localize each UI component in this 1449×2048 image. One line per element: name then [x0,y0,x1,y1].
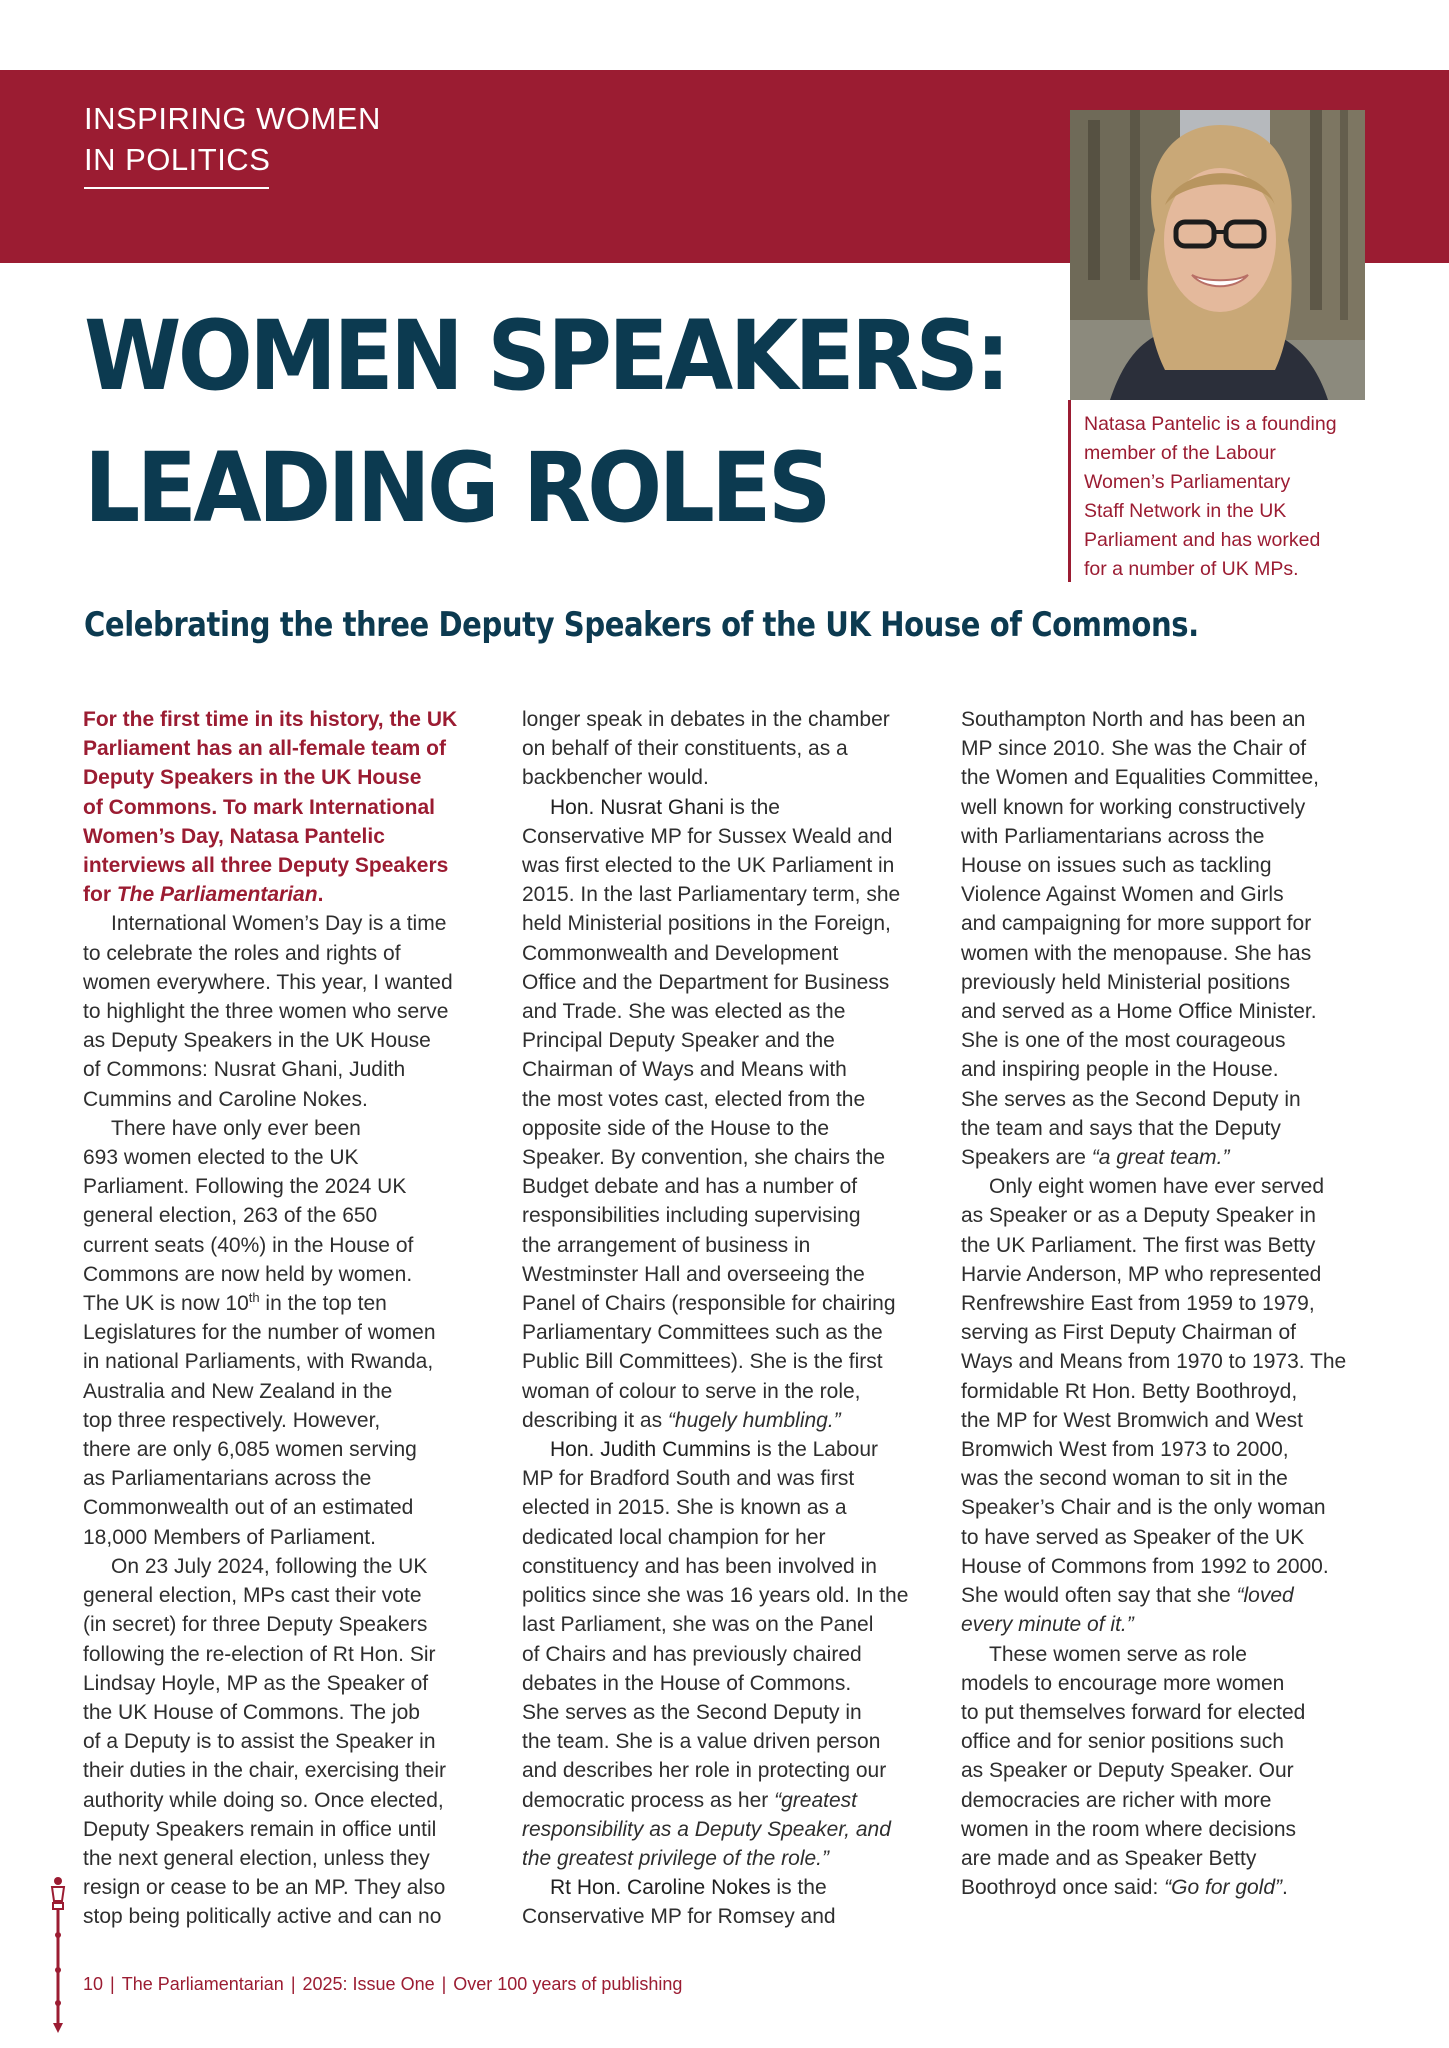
text-line: (in secret) for three Deputy Speakers [83,1613,428,1637]
text-line: of Commons. To mark International [83,795,435,819]
kicker-line-1: INSPIRING WOMEN [84,101,381,136]
footer-separator: | [110,1974,115,1994]
text-line: stop being politically active and can no [83,1905,442,1929]
text-line: 693 women elected to the UK [83,1146,359,1170]
text-line: Parliament has an all-female team of [83,737,446,761]
text-line: Conservative MP for Romsey and [522,1905,836,1929]
text-line [961,1581,1371,1610]
headline-line-1: WOMEN SPEAKERS: [84,300,1007,412]
text-line: Public Bill Committees). She is the first [522,1350,883,1374]
text-line: the Women and Equalities Committee, [961,766,1319,790]
text-line: the MP for West Bromwich and West [961,1408,1303,1432]
text-line: the UK Parliament. The first was Betty [961,1233,1316,1257]
text-line: as Parliamentarians across the [83,1467,372,1491]
text-run: is the [770,1876,827,1900]
text-line: current seats (40%) in the House of [83,1233,414,1257]
superscript: th [248,1290,260,1306]
text-line: previously held Ministerial positions [961,970,1291,994]
kicker-line-2: IN POLITICS [84,142,271,177]
caption-line: Staff Network in the UK [1084,500,1287,522]
quote: responsibility as a Deputy Speaker, and [522,1817,891,1841]
caption-rule [1068,400,1071,582]
text-run: is the [723,795,780,819]
text-line: of Commons: Nusrat Ghani, Judith [83,1058,406,1082]
text-line: to highlight the three women who serve [83,1000,449,1024]
text-run: Boothroyd once said: [961,1876,1165,1900]
article-deck: Celebrating the three Deputy Speakers of the UK House of Commons. [84,605,1199,645]
caption-line: for a number of UK MPs. [1084,558,1299,580]
text-line: Only eight women have ever served [989,1175,1325,1199]
quote: “hugely humbling.” [667,1408,841,1432]
text-line: MP for Bradford South and was first [522,1467,855,1491]
paragraph [961,1172,1371,1639]
text-line: the UK House of Commons. The job [83,1700,420,1724]
text-line [961,1610,1371,1639]
caption-line: Parliament and has worked [1084,529,1321,551]
text-line: general election, MPs cast their vote [83,1584,422,1608]
quote: every minute of it.” [961,1613,1134,1637]
quote: the greatest privilege of the role.” [522,1846,830,1870]
text-run: . [317,883,324,907]
text-line: Parliamentary Committees such as the [522,1321,883,1345]
page-number: 10 [83,1974,104,1994]
text-line [83,880,493,909]
text-line: Ways and Means from 1970 to 1973. The [961,1350,1347,1374]
text-line: Commonwealth out of an estimated [83,1496,414,1520]
text-line: to have served as Speaker of the UK [961,1525,1305,1549]
quote: “a great team.” [1091,1146,1230,1170]
caption-line: Natasa Pantelic is a founding [1084,413,1337,435]
page-footer [83,1972,682,1996]
text-line: serving as First Deputy Chairman of [961,1321,1296,1345]
text-line: and Trade. She was elected as the [522,1000,846,1024]
text-line: She is one of the most courageous [961,1029,1286,1053]
text-line [961,1873,1371,1902]
paragraph [522,705,932,793]
footer-tagline: Over 100 years of publishing [453,1974,683,1994]
text-line: Cummins and Caroline Nokes. [83,1087,368,1111]
quote: “loved [1236,1584,1294,1608]
text-line: Chairman of Ways and Means with [522,1058,847,1082]
text-line: resign or cease to be an MP. They also [83,1876,446,1900]
text-line [522,1873,932,1902]
text-line: top three respectively. However, [83,1408,381,1432]
text-line: She serves as the Second Deputy in [522,1700,862,1724]
text-run: describing it as [522,1408,668,1432]
text-line: International Women’s Day is a time [111,912,447,936]
text-line: with Parliamentarians across the [961,824,1265,848]
kicker-underline [84,187,269,189]
text-line: House on issues such as tackling [961,854,1272,878]
text-line: These women serve as role [989,1642,1247,1666]
text-line: 18,000 Members of Parliament. [83,1525,376,1549]
quote: “Go for gold” [1164,1876,1283,1900]
text-line: Harvie Anderson, MP who represented [961,1262,1322,1286]
text-line: Speaker’s Chair and is the only woman [961,1496,1326,1520]
mace-icon [48,1875,68,2035]
text-line: following the re-election of Rt Hon. Sir [83,1642,436,1666]
text-line: Australia and New Zealand in the [83,1379,393,1403]
text-line [961,1143,1371,1172]
portrait-photo-icon [1070,110,1365,400]
caption-line: member of the Labour [1084,442,1276,464]
text-line: the team. She is a value driven person [522,1730,881,1754]
text-run: democratic process as her [522,1788,775,1812]
text-line: general election, 263 of the 650 [83,1204,378,1228]
text-line: there are only 6,085 women serving [83,1438,417,1462]
text-line [522,1786,932,1815]
paragraph [961,705,1371,1172]
footer-issue: 2025: Issue One [302,1974,435,1994]
text-line: Commonwealth and Development [522,941,839,965]
text-line: On 23 July 2024, following the UK [111,1554,428,1578]
text-run: The UK is now 10 [83,1292,249,1316]
text-line: are made and as Speaker Betty [961,1846,1257,1870]
text-line [522,1815,932,1844]
text-line: of a Deputy is to assist the Speaker in [83,1730,436,1754]
text-line: and describes her role in protecting our [522,1759,887,1783]
text-line: interviews all three Deputy Speakers [83,854,449,878]
text-line: to put themselves forward for elected [961,1700,1306,1724]
quote: “greatest [774,1788,857,1812]
text-line: authority while doing so. Once elected, [83,1788,444,1812]
paragraph [522,1873,932,1931]
text-line [522,1435,932,1464]
article-column-2 [522,705,932,1932]
text-run: She would often say that she [961,1584,1237,1608]
text-line: debates in the House of Commons. [522,1671,852,1695]
text-line: Principal Deputy Speaker and the [522,1029,835,1053]
text-line: woman of colour to serve in the role, [522,1379,861,1403]
text-line [83,1289,493,1318]
text-line: Panel of Chairs (responsible for chairing [522,1292,896,1316]
text-line: the arrangement of business in [522,1233,811,1257]
text-line: models to encourage more women [961,1671,1285,1695]
text-line: Office and the Department for Business [522,970,890,994]
paragraph [522,793,932,1435]
footer-separator: | [290,1974,296,1994]
paragraph [961,1640,1371,1903]
text-line: as Deputy Speakers in the UK House [83,1029,431,1053]
text-line: on behalf of their constituents, as a [522,737,848,761]
text-line: well known for working constructively [961,795,1306,819]
text-line: Bromwich West from 1973 to 2000, [961,1438,1289,1462]
text-line: held Ministerial positions in the Foreign, [522,912,891,936]
text-line: and campaigning for more support for [961,912,1312,936]
paragraph [83,909,493,1113]
text-line: office and for senior positions such [961,1730,1284,1754]
article-column-3 [961,705,1371,1902]
text-line: as Speaker or as a Deputy Speaker in [961,1204,1316,1228]
text-run: Speakers are [961,1146,1092,1170]
section-kicker [84,98,381,180]
deputy-name: Rt Hon. Caroline Nokes [550,1876,771,1900]
text-line: dedicated local champion for her [522,1525,826,1549]
text-line: of Chairs and has previously chaired [522,1642,862,1666]
text-line [522,1844,932,1873]
footer-separator: | [441,1974,447,1994]
text-line: Budget debate and has a number of [522,1175,858,1199]
text-line: longer speak in debates in the chamber [522,708,890,731]
lead-paragraph [83,705,493,909]
text-line: MP since 2010. She was the Chair of [961,737,1307,761]
text-line: For the first time in its history, the UK [83,708,458,731]
deputy-name: Hon. Judith Cummins [550,1438,751,1462]
text-line: House of Commons from 1992 to 2000. [961,1554,1329,1578]
text-line: and served as a Home Office Minister. [961,1000,1317,1024]
text-run: for [83,883,117,907]
text-line: Violence Against Women and Girls [961,883,1284,907]
text-line: Renfrewshire East from 1959 to 1979, [961,1292,1315,1316]
text-line: was the second woman to sit in the [961,1467,1288,1491]
text-line: politics since she was 16 years old. In the [522,1584,909,1608]
text-line: Conservative MP for Sussex Weald and [522,824,893,848]
text-line: 2015. In the last Parliamentary term, she [522,883,901,907]
text-line: Commons are now held by women. [83,1262,413,1286]
text-line: Westminster Hall and overseeing the [522,1262,865,1286]
paragraph [522,1435,932,1873]
text-line: and inspiring people in the House. [961,1058,1279,1082]
headline-line-2: LEADING ROLES [84,432,828,544]
text-line: Women’s Day, Natasa Pantelic [83,824,385,848]
text-line: to celebrate the roles and rights of [83,941,401,965]
deputy-name: Hon. Nusrat Ghani [550,795,724,819]
text-line: the next general election, unless they [83,1846,430,1870]
text-line: There have only ever been [111,1116,361,1140]
photo-caption [1084,410,1374,584]
text-line: opposite side of the House to the [522,1116,830,1140]
text-line: responsibilities including supervising [522,1204,861,1228]
text-line: backbencher would. [522,766,709,790]
text-line: the team and says that the Deputy [961,1116,1281,1140]
text-line [522,793,932,822]
text-line: women in the room where decisions [961,1817,1296,1841]
text-line: Parliament. Following the 2024 UK [83,1175,407,1199]
article-headline [84,290,1007,554]
text-line: in national Parliaments, with Rwanda, [83,1350,434,1374]
text-line: Speaker. By convention, she chairs the [522,1146,886,1170]
text-line: She serves as the Second Deputy in [961,1087,1301,1111]
text-line [522,1406,932,1435]
text-line: formidable Rt Hon. Betty Boothroyd, [961,1379,1298,1403]
text-line: last Parliament, she was on the Panel [522,1613,874,1637]
text-line: Deputy Speakers in the UK House [83,766,422,790]
author-portrait [1070,110,1365,400]
text-line: Southampton North and has been an [961,708,1306,731]
text-line: the most votes cast, elected from the [522,1087,866,1111]
article-column-1 [83,705,493,1932]
text-line: elected in 2015. She is known as a [522,1496,847,1520]
caption-line: Women’s Parliamentary [1084,471,1291,493]
text-run: is the Labour [750,1438,879,1462]
text-line: as Speaker or Deputy Speaker. Our [961,1759,1294,1783]
paragraph [83,1552,493,1932]
publication-name: The Parliamentarian [116,883,318,907]
footer-publication: The Parliamentarian [121,1974,284,1994]
text-line: their duties in the chair, exercising their [83,1759,447,1783]
text-line: Legislatures for the number of women [83,1321,436,1345]
text-run: . [1282,1876,1288,1900]
text-line: women everywhere. This year, I wanted [83,970,453,994]
text-run: in the top ten [259,1292,387,1316]
paragraph [83,1114,493,1552]
text-line: democracies are richer with more [961,1788,1272,1812]
text-line: Lindsay Hoyle, MP as the Speaker of [83,1671,429,1695]
text-line: was first elected to the UK Parliament in [522,854,895,878]
text-line: Deputy Speakers remain in office until [83,1817,437,1841]
text-line: constituency and has been involved in [522,1554,877,1578]
text-line: women with the menopause. She has [961,941,1312,965]
